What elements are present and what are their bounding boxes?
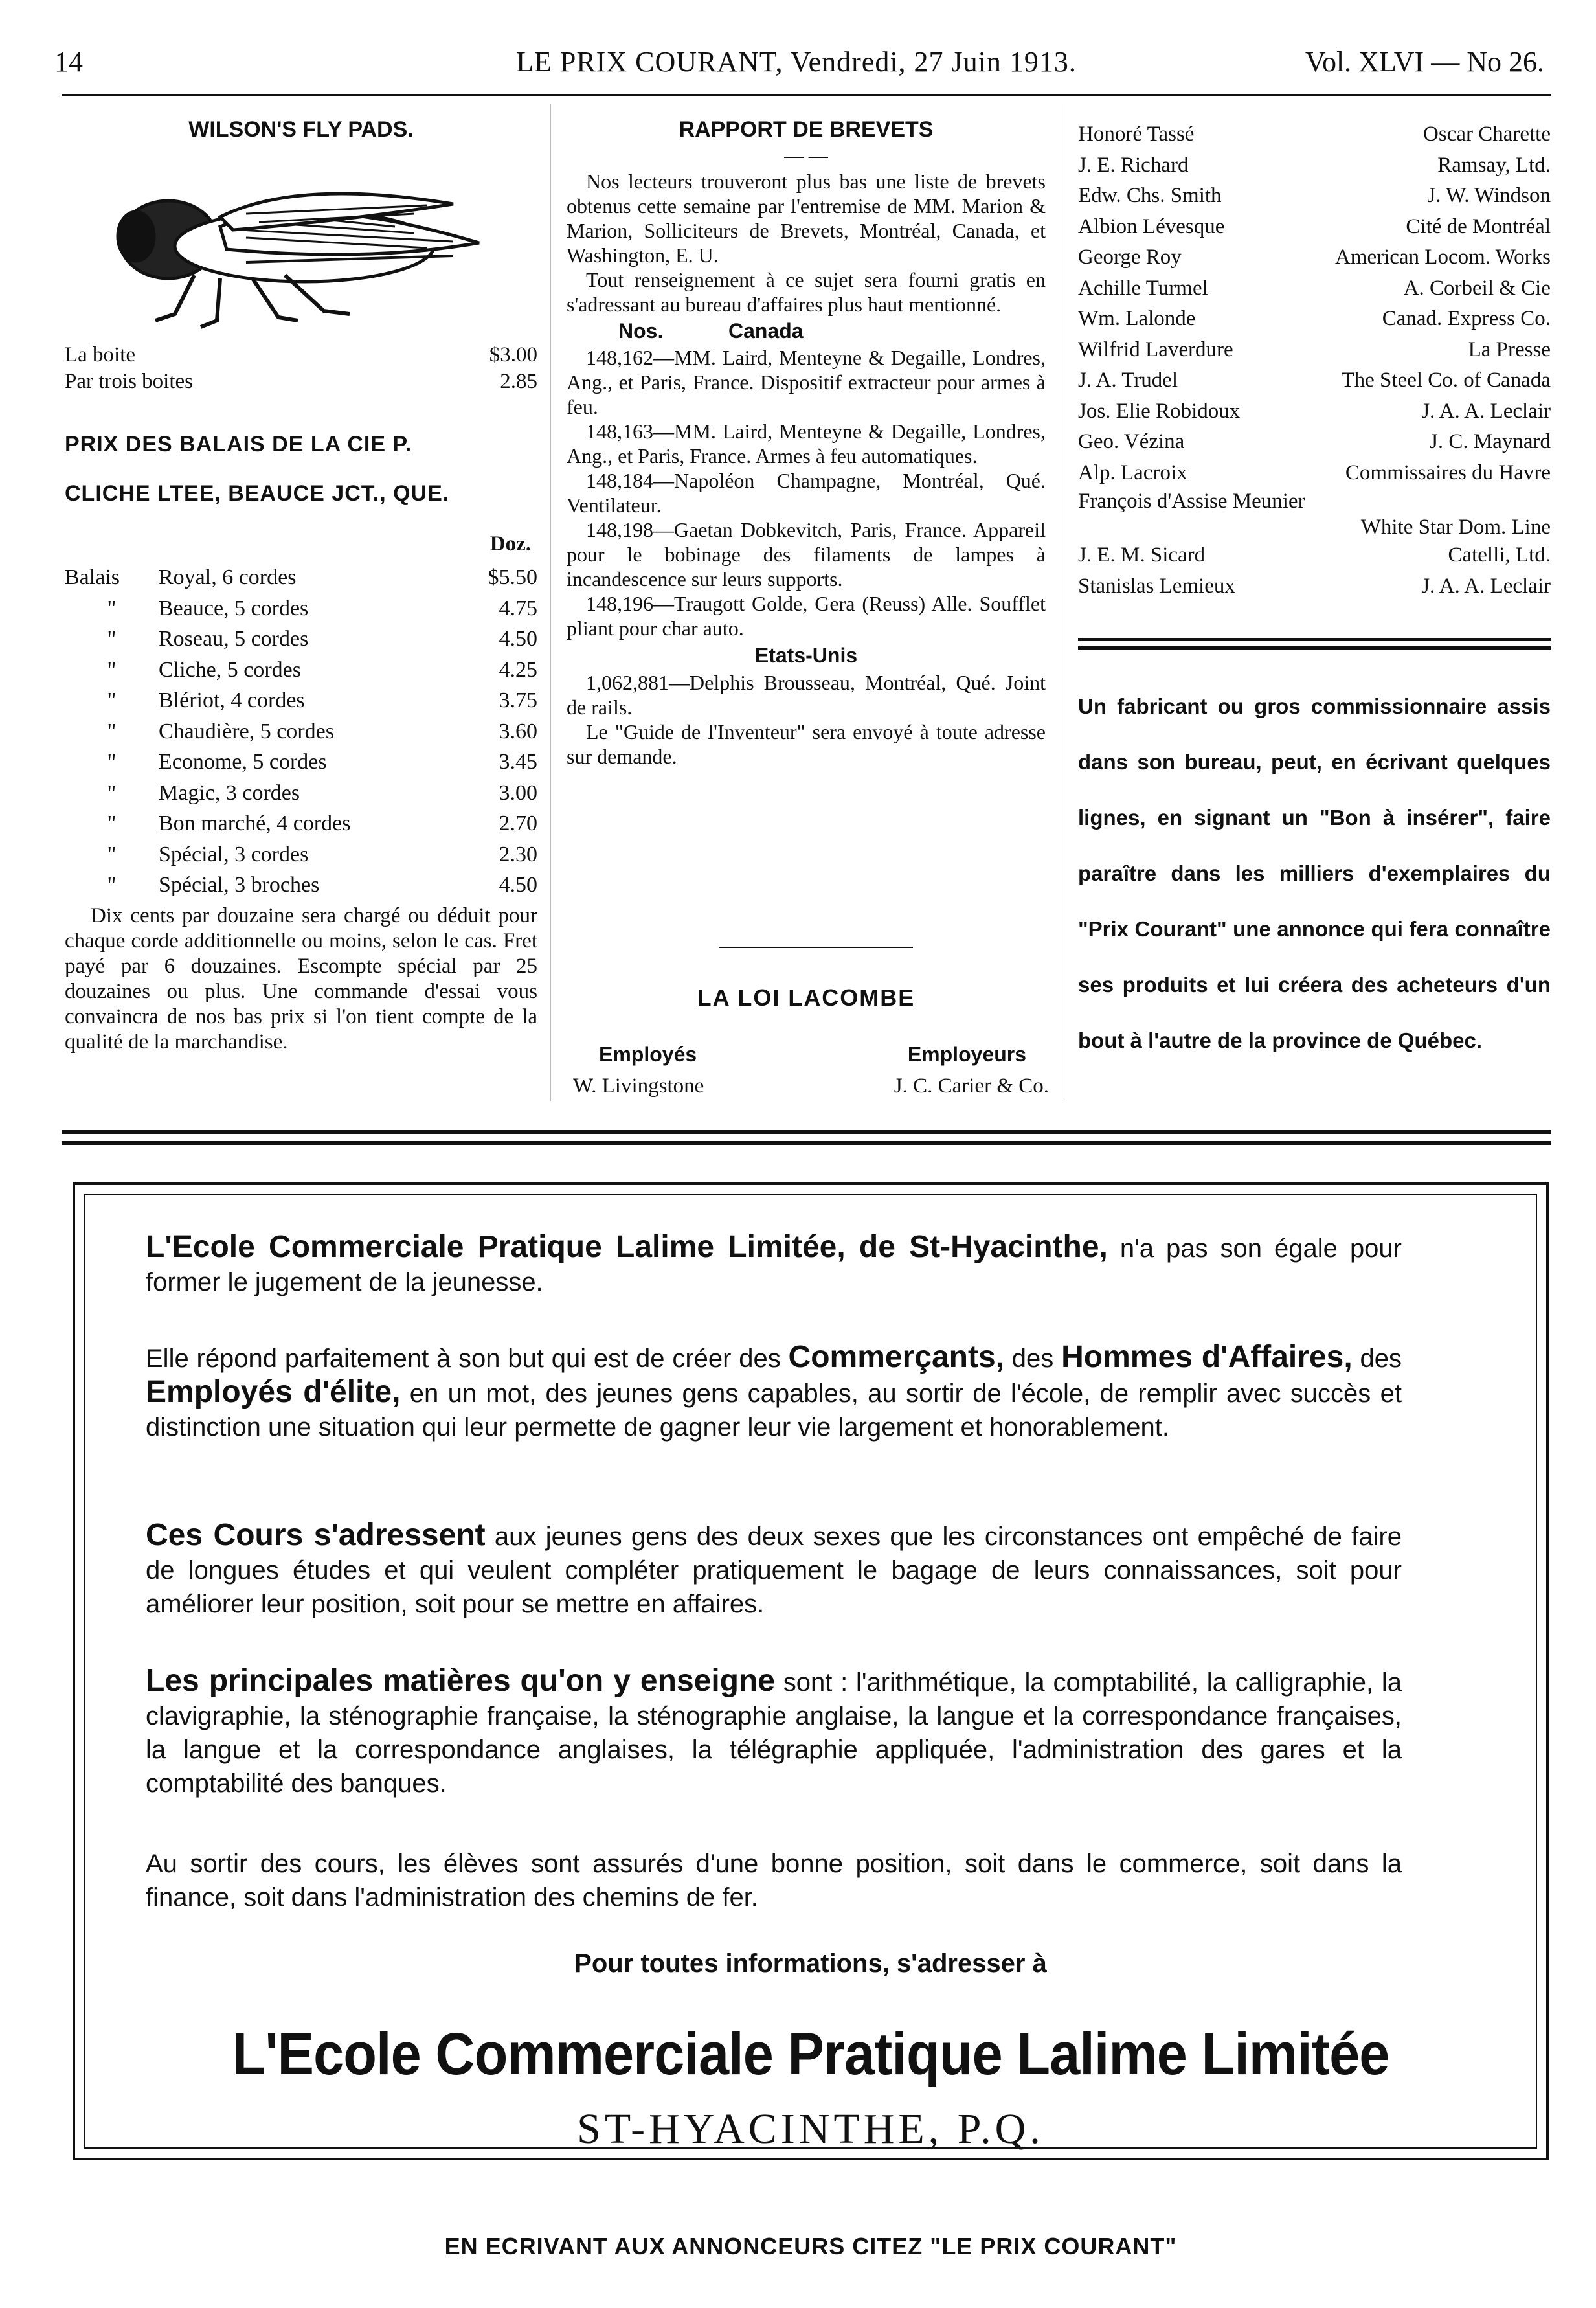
ad-text: Elle répond parfaitement à son but qui est de créer des: [146, 1344, 781, 1373]
table-row: [65, 562, 537, 593]
ad-paragraph-4: [146, 1664, 1402, 1800]
employeur-name: Cité de Montréal: [1406, 214, 1551, 238]
table-cell: Cliche, 5 cordes: [159, 657, 301, 682]
double-rule-bottom: [1078, 646, 1551, 650]
list-item: 148,163—MM. Laird, Menteyne & Degaille, Londres, Ang., et Paris, France. Armes à feu automatiques.: [567, 420, 1046, 468]
table-cell: ": [107, 811, 117, 835]
table-cell: Chaudière, 5 cordes: [159, 719, 334, 743]
list-item: 148,196—Traugott Golde, Gera (Reuss) Alle. Soufflet pliant pour char auto.: [567, 592, 1046, 640]
table-row: [573, 1073, 1049, 1100]
table-cell: Balais: [65, 565, 120, 589]
table-row: [1078, 273, 1551, 304]
table-row: [1078, 304, 1551, 335]
table-cell: 2.30: [499, 842, 537, 866]
ad-text: aux jeunes gens des deux sexes que les circonstances ont empêché de faire de longues études et qui veulent compléter pratiquement le bagage de leurs connaissances, soit pour améliorer leur position, soit pour se mettre en affaires.: [146, 1522, 1402, 1618]
employeur-name: Catelli, Ltd.: [1448, 543, 1551, 567]
loi-lacombe-title: LA LOI LACOMBE: [697, 984, 916, 1011]
ad-contact-line: Pour toutes informations, s'adresser à: [574, 1949, 1047, 1978]
ad-bold: Employés d'élite,: [146, 1375, 401, 1409]
employeur-name: J. A. A. Leclair: [1421, 574, 1551, 598]
table-cell: Blériot, 4 cordes: [159, 688, 305, 712]
table-row: [1078, 540, 1551, 571]
ad-text: sont : l'arithmétique, la comptabilité, la calligraphie, la clavigraphie, la sténographie française, la sténographie anglaise, la langue et la correspondance françaises, la langue et la correspondance anglaises, la télégraphie appliquée, l'administration des gares et la comptabilité des banques.: [146, 1668, 1402, 1798]
list-item: 148,184—Napoléon Champagne, Montréal, Qué. Ventilateur.: [567, 469, 1046, 517]
loi-headings: [599, 1041, 1026, 1068]
balais-heading: [65, 420, 537, 518]
volume-number: Vol. XLVI — No 26.: [1305, 46, 1544, 78]
balais-heading-line: PRIX DES BALAIS DE LA CIE P.: [65, 432, 412, 457]
employe-name: Wilfrid Laverdure: [1078, 337, 1233, 361]
employeur-name: Oscar Charette: [1423, 122, 1551, 146]
table-row: [1078, 365, 1551, 396]
promo-text: Un fabricant ou gros commissionnaire assis dans son bureau, peut, en écrivant quelques lignes, en signant un "Bon à insérer", faire paraître dans les milliers d'exemplaires du "Prix Courant" une annonce qui fera connaître ses produits et lui créera des acheteurs d'un bout à l'autre de la province de Québec.: [1078, 694, 1551, 1052]
table-cell: Econome, 5 cordes: [159, 750, 327, 774]
table-cell: 4.50: [499, 627, 537, 651]
price-row: [65, 368, 537, 395]
table-row: [1078, 427, 1551, 458]
employeurs-label: Employeurs: [907, 1043, 1026, 1066]
table-row: [65, 870, 537, 901]
employe-name: Stanislas Lemieux: [1078, 574, 1235, 598]
table-row: [65, 716, 537, 747]
table-cell: Royal, 6 cordes: [159, 565, 297, 589]
table-cell: ": [107, 842, 117, 866]
table-cell: Roseau, 5 cordes: [159, 627, 309, 651]
table-row: [1078, 396, 1551, 427]
usa-heading: Etats-Unis: [754, 644, 858, 667]
table-cell: 3.60: [499, 719, 537, 743]
table-row: [65, 593, 537, 624]
employe-name: J. E. M. Sicard: [1078, 543, 1206, 567]
table-row: [1078, 242, 1551, 273]
table-cell: ": [107, 596, 117, 620]
table-cell: 2.70: [499, 811, 537, 835]
section-rule-top: [62, 1130, 1551, 1134]
table-row: [1078, 150, 1551, 181]
ad-text: des: [1360, 1344, 1402, 1373]
ad-big-school-name: L'Ecole Commerciale Pratique Lalime Limitée: [232, 2021, 1389, 2087]
loi-lacombe-list: [1078, 119, 1551, 602]
section-rule-bottom: [62, 1141, 1551, 1145]
dash-separator: — —: [784, 145, 828, 166]
table-cell: Beauce, 5 cordes: [159, 596, 309, 620]
column-divider: [550, 104, 551, 1101]
ad-paragraph-2: [146, 1341, 1402, 1444]
table-cell: ": [107, 688, 117, 712]
price-value: $3.00: [489, 343, 537, 367]
balais-table: [65, 562, 537, 901]
employeur-name: J. W. Windson: [1427, 184, 1551, 207]
table-cell: ": [107, 780, 117, 805]
employe-name: Honoré Tassé: [1078, 122, 1195, 146]
ad-bold: Ces Cours s'adressent: [146, 1518, 486, 1552]
table-cell: 3.00: [499, 780, 537, 805]
employeur-name: American Locom. Works: [1334, 245, 1551, 269]
list-item: 148,162—MM. Laird, Menteyne & Degaille, Londres, Ang., et Paris, France. Dispositif extracteur pour armes à feu.: [567, 346, 1046, 418]
table-row: [65, 839, 537, 870]
table-row: [65, 747, 537, 778]
table-row: [1078, 488, 1551, 540]
table-row: [1078, 181, 1551, 212]
page-footer: EN ECRIVANT AUX ANNONCEURS CITEZ "LE PRIX COURANT": [444, 2233, 1177, 2259]
column-2: [567, 117, 1046, 769]
nos-label: Nos.: [618, 319, 664, 343]
fly-icon: [91, 165, 505, 334]
employe-name: Geo. Vézina: [1078, 430, 1185, 453]
employeur-name: J. C. Maynard: [1430, 430, 1551, 453]
brevets-intro: Nos lecteurs trouveront plus bas une liste de brevets obtenus cette semaine par l'entremise de MM. Marion & Marion, Solliciteurs de Brevets, Montréal, Canada, et Washington, E. U.: [567, 170, 1046, 267]
employeur-name: A. Corbeil & Cie: [1403, 276, 1551, 300]
ad-paragraph-1: [146, 1230, 1402, 1299]
table-row: [65, 808, 537, 839]
table-cell: Spécial, 3 broches: [159, 873, 320, 897]
page-number: 14: [54, 46, 83, 78]
ad-paragraph-5: Au sortir des cours, les élèves sont assurés d'une bonne position, soit dans le commerce, soit dans la finance, soit dans l'administration des chemins de fer.: [146, 1850, 1402, 1912]
ad-bold: Commerçants,: [788, 1340, 1004, 1374]
table-cell: ": [107, 657, 117, 682]
doz-label: Doz.: [489, 532, 531, 556]
table-row: [65, 778, 537, 809]
table-cell: Spécial, 3 cordes: [159, 842, 309, 866]
table-cell: 3.45: [499, 750, 537, 774]
employeur-name: J. A. A. Leclair: [1421, 399, 1551, 423]
table-row: [65, 685, 537, 716]
employeur-name: La Presse: [1468, 337, 1551, 361]
list-item: 1,062,881—Delphis Brousseau, Montréal, Qué. Joint de rails.: [567, 671, 1046, 719]
employe-name: Alp. Lacroix: [1078, 460, 1187, 484]
table-cell: 4.50: [499, 873, 537, 897]
ad-bold: Hommes d'Affaires,: [1061, 1340, 1353, 1374]
employe-name: J. E. Richard: [1078, 153, 1189, 177]
header-rule: [62, 94, 1551, 96]
fly-pads-title: WILSON'S FLY PADS.: [188, 117, 414, 142]
table-cell: ": [107, 750, 117, 774]
double-rule-top: [1078, 638, 1551, 641]
column-1: [65, 117, 537, 143]
employeur-name: Ramsay, Ltd.: [1437, 153, 1551, 177]
table-cell: Bon marché, 4 cordes: [159, 811, 351, 835]
guide-note: Le "Guide de l'Inventeur" sera envoyé à toute adresse sur demande.: [567, 720, 1046, 768]
employe-name: François d'Assise Meunier: [1078, 490, 1305, 513]
ad-text: des: [1011, 1344, 1054, 1373]
canada-label: Canada: [728, 319, 804, 343]
loi-first-row: [573, 1073, 1049, 1100]
employeur-name: The Steel Co. of Canada: [1341, 368, 1551, 392]
price-label: La boite: [65, 343, 136, 367]
short-rule: [719, 947, 913, 948]
table-row: [1078, 212, 1551, 243]
table-cell: $5.50: [488, 565, 537, 589]
table-row: [65, 655, 537, 686]
price-row: [65, 342, 537, 368]
balais-note: Dix cents par douzaine sera chargé ou déduit pour chaque corde additionnelle ou moins, selon le cas. Fret payé par 6 douzaines. Escompte spécial par 25 douzaines ou plus. Une commande d'essai vous convaincra de nos bas prix si l'on tient compte de la qualité de la marchandise.: [65, 904, 537, 1054]
ad-bold: Les principales matières qu'on y enseigne: [146, 1664, 776, 1698]
brevets-title: RAPPORT DE BREVETS: [679, 117, 934, 142]
table-row: [1078, 458, 1551, 489]
table-cell: 3.75: [499, 688, 537, 712]
table-cell: ": [107, 627, 117, 651]
employe-name: Achille Turmel: [1078, 276, 1208, 300]
ad-text: n'a pas son égale pour former le jugement de la jeunesse.: [146, 1234, 1402, 1296]
loi-heading-row: [599, 1041, 1026, 1068]
balais-heading-line: CLICHE LTEE, BEAUCE JCT., QUE.: [65, 481, 450, 506]
ad-paragraph-3: [146, 1519, 1402, 1621]
ad-city: ST-HYACINTHE, P.Q.: [577, 2105, 1044, 2153]
employe-name: J. A. Trudel: [1078, 368, 1178, 392]
employe-name: Edw. Chs. Smith: [1078, 184, 1222, 207]
table-cell: ": [107, 873, 117, 897]
brevets-intro-2: Tout renseignement à ce sujet sera fourni gratis en s'adressant au bureau d'affaires plus haut mentionné.: [567, 268, 1046, 316]
fly-pad-prices: [65, 342, 537, 395]
table-cell: Magic, 3 cordes: [159, 780, 300, 805]
ad-text: en un mot, des jeunes gens capables, au sortir de l'école, de remplir avec succès et distinction une situation qui leur permette de gagner leur vie largement et honorablement.: [146, 1379, 1402, 1442]
table-cell: 4.75: [499, 596, 537, 620]
employe-name: George Roy: [1078, 245, 1182, 269]
employeur-name: Canad. Express Co.: [1382, 307, 1551, 330]
price-label: Par trois boites: [65, 370, 193, 393]
employeur-name: Commissaires du Havre: [1345, 460, 1551, 484]
table-cell: ": [107, 719, 117, 743]
employeur-name: White Star Dom. Line: [1360, 515, 1551, 539]
employe-name: W. Livingstone: [573, 1074, 704, 1098]
list-item: 148,198—Gaetan Dobkevitch, Paris, France. Appareil pour le bobinage des filaments de lampes à incandescence sur leurs supports.: [567, 518, 1046, 591]
employe-name: Albion Lévesque: [1078, 214, 1225, 238]
table-row: [1078, 119, 1551, 150]
price-value: 2.85: [500, 370, 537, 393]
table-row: [65, 624, 537, 655]
employe-name: Wm. Lalonde: [1078, 307, 1196, 330]
masthead: LE PRIX COURANT, Vendredi, 27 Juin 1913.: [516, 46, 1077, 78]
employeur-name: J. C. Carier & Co.: [894, 1074, 1049, 1098]
ecole-name-bold: L'Ecole Commerciale Pratique Lalime Limitée, de St-Hyacinthe,: [146, 1230, 1108, 1264]
employes-label: Employés: [599, 1043, 697, 1066]
employe-name: Jos. Elie Robidoux: [1078, 399, 1241, 423]
table-row: [1078, 571, 1551, 602]
canada-heading-row: [567, 317, 1046, 345]
table-cell: 4.25: [499, 657, 537, 682]
table-row: [1078, 335, 1551, 366]
